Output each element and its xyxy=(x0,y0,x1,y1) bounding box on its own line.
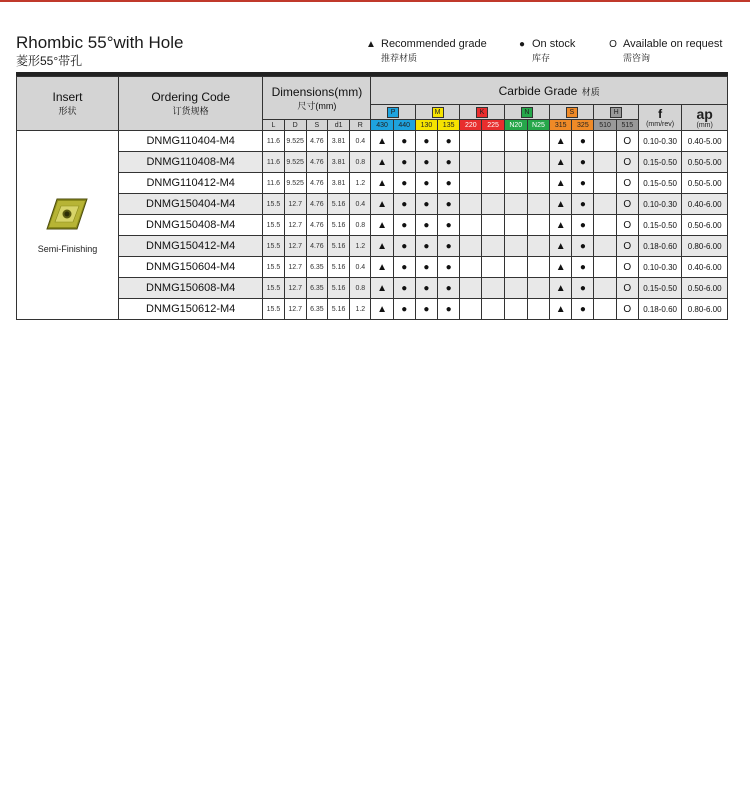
grade-col: 440 xyxy=(393,120,415,131)
dim-s: 6.35 xyxy=(306,257,327,278)
grade-mark-130: ● xyxy=(415,299,437,320)
legend-label: Available on request xyxy=(623,38,723,50)
dim-col-S: S xyxy=(306,120,327,131)
grade-mark-225 xyxy=(482,152,504,173)
grade-mark-510 xyxy=(594,131,616,152)
grade-mark-n25 xyxy=(527,299,549,320)
ordering-code: DNMG110412-M4 xyxy=(118,173,262,194)
grade-mark-n25 xyxy=(527,278,549,299)
grade-mark-440: ● xyxy=(393,173,415,194)
grade-mark-220 xyxy=(460,173,482,194)
ordering-code: DNMG150412-M4 xyxy=(118,236,262,257)
grade-mark-225 xyxy=(482,236,504,257)
grade-mark-430: ▲ xyxy=(371,299,393,320)
grade-mark-510 xyxy=(594,299,616,320)
grade-mark-130: ● xyxy=(415,131,437,152)
grade-col: N20 xyxy=(504,120,527,131)
grade-mark-430: ▲ xyxy=(371,173,393,194)
grade-mark-315: ▲ xyxy=(550,173,572,194)
grade-mark-430: ▲ xyxy=(371,236,393,257)
grade-mark-515: O xyxy=(616,194,638,215)
grade-group-H: H xyxy=(594,105,638,120)
grade-mark-130: ● xyxy=(415,236,437,257)
dim-l: 15.5 xyxy=(263,194,284,215)
grade-mark-510 xyxy=(594,278,616,299)
dim-r: 1.2 xyxy=(350,173,371,194)
grade-mark-n25 xyxy=(527,215,549,236)
top-accent-line xyxy=(0,0,750,2)
dim-d1: 5.16 xyxy=(327,236,349,257)
depth-value: 0.50-6.00 xyxy=(682,278,728,299)
grade-col: 220 xyxy=(460,120,482,131)
dim-s: 4.76 xyxy=(306,131,327,152)
grade-mark-225 xyxy=(482,173,504,194)
feed-value: 0.15-0.50 xyxy=(638,173,681,194)
legend-label-zh: 推荐材质 xyxy=(381,53,418,63)
dim-l: 15.5 xyxy=(263,257,284,278)
dim-col-R: R xyxy=(350,120,371,131)
grade-mark-225 xyxy=(482,215,504,236)
grade-mark-430: ▲ xyxy=(371,194,393,215)
dim-r: 1.2 xyxy=(350,236,371,257)
grade-mark-515: O xyxy=(616,173,638,194)
feed-value: 0.10-0.30 xyxy=(638,257,681,278)
grade-mark-130: ● xyxy=(415,152,437,173)
spec-table xyxy=(16,76,728,320)
grade-mark-130: ● xyxy=(415,173,437,194)
grade-mark-515: O xyxy=(616,215,638,236)
grade-col: 130 xyxy=(415,120,437,131)
grade-mark-130: ● xyxy=(415,194,437,215)
feed-value: 0.15-0.50 xyxy=(638,215,681,236)
dim-d: 12.7 xyxy=(284,194,306,215)
grade-mark-510 xyxy=(594,173,616,194)
dim-s: 6.35 xyxy=(306,299,327,320)
dim-d: 12.7 xyxy=(284,278,306,299)
grade-mark-515: O xyxy=(616,236,638,257)
grade-mark-315: ▲ xyxy=(550,278,572,299)
grade-mark-440: ● xyxy=(393,152,415,173)
dim-col-D: D xyxy=(284,120,306,131)
feed-header: f (mm/rev) xyxy=(638,105,681,131)
ordering-code: DNMG150608-M4 xyxy=(118,278,262,299)
grade-mark-225 xyxy=(482,257,504,278)
grade-mark-n20 xyxy=(504,236,527,257)
grade-mark-440: ● xyxy=(393,215,415,236)
dim-d1: 5.16 xyxy=(327,299,349,320)
dim-l: 15.5 xyxy=(263,299,284,320)
dim-d: 9.525 xyxy=(284,152,306,173)
dim-d: 12.7 xyxy=(284,299,306,320)
ordering-code: DNMG150612-M4 xyxy=(118,299,262,320)
grade-mark-430: ▲ xyxy=(371,257,393,278)
grade-mark-510 xyxy=(594,236,616,257)
dim-r: 0.4 xyxy=(350,131,371,152)
insert-header: Insert 形状 xyxy=(17,77,119,131)
grade-col: 315 xyxy=(550,120,572,131)
grade-mark-n25 xyxy=(527,236,549,257)
feed-value: 0.10-0.30 xyxy=(638,194,681,215)
ordering-code: DNMG150408-M4 xyxy=(118,215,262,236)
legend-label: Recommended grade xyxy=(381,38,487,50)
depth-value: 0.50-5.00 xyxy=(682,152,728,173)
grade-col: 135 xyxy=(438,120,460,131)
ordering-code: DNMG110408-M4 xyxy=(118,152,262,173)
table-row xyxy=(17,215,728,236)
grade-mark-325: ● xyxy=(572,236,594,257)
dim-r: 0.4 xyxy=(350,257,371,278)
dim-l: 15.5 xyxy=(263,278,284,299)
grade-mark-n20 xyxy=(504,299,527,320)
dim-s: 4.76 xyxy=(306,236,327,257)
table-row xyxy=(17,173,728,194)
grade-mark-n20 xyxy=(504,278,527,299)
dim-r: 0.8 xyxy=(350,215,371,236)
depth-value: 0.40-6.00 xyxy=(682,257,728,278)
grade-mark-325: ● xyxy=(572,131,594,152)
grade-mark-n25 xyxy=(527,131,549,152)
open-circle-icon: O xyxy=(609,39,617,50)
dim-r: 0.8 xyxy=(350,278,371,299)
dim-s: 4.76 xyxy=(306,173,327,194)
dim-d1: 5.16 xyxy=(327,215,349,236)
grade-mark-135: ● xyxy=(438,299,460,320)
grade-mark-510 xyxy=(594,194,616,215)
table-row xyxy=(17,257,728,278)
grade-mark-225 xyxy=(482,299,504,320)
grade-mark-220 xyxy=(460,152,482,173)
grade-mark-135: ● xyxy=(438,278,460,299)
grade-mark-n25 xyxy=(527,152,549,173)
grade-mark-440: ● xyxy=(393,278,415,299)
dim-r: 1.2 xyxy=(350,299,371,320)
grade-mark-315: ▲ xyxy=(550,152,572,173)
dim-r: 0.8 xyxy=(350,152,371,173)
grade-mark-130: ● xyxy=(415,215,437,236)
ordering-code: DNMG150604-M4 xyxy=(118,257,262,278)
dim-d1: 3.81 xyxy=(327,173,349,194)
grade-mark-n20 xyxy=(504,173,527,194)
grade-mark-225 xyxy=(482,278,504,299)
dim-l: 15.5 xyxy=(263,236,284,257)
dim-d1: 5.16 xyxy=(327,194,349,215)
carbide-grade-header: Carbide Grade 材质 xyxy=(371,77,728,105)
grade-mark-430: ▲ xyxy=(371,152,393,173)
grade-mark-130: ● xyxy=(415,278,437,299)
depth-value: 0.80-6.00 xyxy=(682,236,728,257)
grade-mark-n25 xyxy=(527,194,549,215)
dim-s: 6.35 xyxy=(306,278,327,299)
grade-mark-220 xyxy=(460,257,482,278)
grade-mark-430: ▲ xyxy=(371,278,393,299)
dim-l: 15.5 xyxy=(263,215,284,236)
grade-group-K: K xyxy=(460,105,504,120)
dim-d: 12.7 xyxy=(284,236,306,257)
dim-r: 0.4 xyxy=(350,194,371,215)
feed-value: 0.15-0.50 xyxy=(638,278,681,299)
depth-value: 0.50-6.00 xyxy=(682,215,728,236)
dim-l: 11.6 xyxy=(263,173,284,194)
grade-mark-510 xyxy=(594,215,616,236)
grade-mark-325: ● xyxy=(572,299,594,320)
triangle-icon: ▲ xyxy=(366,39,376,50)
dim-col-L: L xyxy=(263,120,284,131)
grade-mark-n20 xyxy=(504,215,527,236)
legend-recommended xyxy=(365,38,487,64)
grade-col: 510 xyxy=(594,120,616,131)
dim-col-d1: d1 xyxy=(327,120,349,131)
grade-mark-n20 xyxy=(504,194,527,215)
dim-d1: 5.16 xyxy=(327,257,349,278)
grade-mark-325: ● xyxy=(572,257,594,278)
grade-group-S: S xyxy=(550,105,594,120)
grade-mark-220 xyxy=(460,194,482,215)
ordering-code-header: Ordering Code 订货规格 xyxy=(118,77,262,131)
table-row xyxy=(17,131,728,152)
grade-mark-135: ● xyxy=(438,236,460,257)
grade-mark-225 xyxy=(482,194,504,215)
page-title: Rhombic 55°with Hole xyxy=(16,33,184,52)
grade-mark-325: ● xyxy=(572,194,594,215)
grade-mark-n20 xyxy=(504,152,527,173)
grade-mark-130: ● xyxy=(415,257,437,278)
depth-value: 0.50-5.00 xyxy=(682,173,728,194)
insert-caption: Semi-Finishing xyxy=(37,243,98,254)
grade-mark-440: ● xyxy=(393,131,415,152)
table-row xyxy=(17,152,728,173)
depth-header: ap (mm) xyxy=(682,105,728,131)
rhombic-insert-icon xyxy=(45,197,89,231)
legend-on-request xyxy=(607,38,722,64)
depth-value: 0.40-6.00 xyxy=(682,194,728,215)
grade-mark-220 xyxy=(460,131,482,152)
dimensions-header: Dimensions(mm) 尺寸(mm) xyxy=(263,77,371,120)
dim-s: 4.76 xyxy=(306,152,327,173)
grade-mark-430: ▲ xyxy=(371,131,393,152)
grade-mark-135: ● xyxy=(438,131,460,152)
grade-mark-135: ● xyxy=(438,194,460,215)
dim-d: 9.525 xyxy=(284,131,306,152)
grade-mark-225 xyxy=(482,131,504,152)
grade-mark-315: ▲ xyxy=(550,131,572,152)
grade-group-M: M xyxy=(415,105,459,120)
grade-mark-220 xyxy=(460,299,482,320)
legend-label-zh: 需咨询 xyxy=(623,53,651,63)
grade-mark-315: ▲ xyxy=(550,194,572,215)
feed-value: 0.18-0.60 xyxy=(638,236,681,257)
grade-mark-220 xyxy=(460,278,482,299)
dim-s: 4.76 xyxy=(306,194,327,215)
grade-mark-515: O xyxy=(616,299,638,320)
grade-mark-315: ▲ xyxy=(550,215,572,236)
dim-l: 11.6 xyxy=(263,131,284,152)
grade-mark-325: ● xyxy=(572,278,594,299)
grade-group-N: N xyxy=(504,105,549,120)
grade-mark-135: ● xyxy=(438,173,460,194)
depth-value: 0.80-6.00 xyxy=(682,299,728,320)
grade-mark-135: ● xyxy=(438,257,460,278)
insert-image-cell xyxy=(17,131,119,320)
grade-mark-440: ● xyxy=(393,194,415,215)
grade-group-P: P xyxy=(371,105,415,120)
grade-col: 225 xyxy=(482,120,504,131)
grade-mark-135: ● xyxy=(438,215,460,236)
dim-d1: 5.16 xyxy=(327,278,349,299)
grade-col: 325 xyxy=(572,120,594,131)
table-row xyxy=(17,299,728,320)
grade-mark-440: ● xyxy=(393,257,415,278)
grade-mark-n25 xyxy=(527,173,549,194)
grade-mark-325: ● xyxy=(572,215,594,236)
table-row xyxy=(17,236,728,257)
grade-mark-325: ● xyxy=(572,173,594,194)
grade-col: 430 xyxy=(371,120,393,131)
ordering-code: DNMG110404-M4 xyxy=(118,131,262,152)
grade-mark-510 xyxy=(594,257,616,278)
grade-mark-440: ● xyxy=(393,299,415,320)
grade-mark-515: O xyxy=(616,152,638,173)
grade-mark-315: ▲ xyxy=(550,299,572,320)
grade-mark-220 xyxy=(460,236,482,257)
feed-value: 0.10-0.30 xyxy=(638,131,681,152)
legend-label: On stock xyxy=(532,38,576,50)
grade-mark-515: O xyxy=(616,257,638,278)
legend-label-zh: 库存 xyxy=(532,53,551,63)
grade-mark-n20 xyxy=(504,131,527,152)
grade-mark-n25 xyxy=(527,257,549,278)
page-subtitle: 菱形55°带孔 xyxy=(16,54,83,68)
grade-mark-430: ▲ xyxy=(371,215,393,236)
dim-d: 12.7 xyxy=(284,215,306,236)
legend-on-stock xyxy=(516,38,575,64)
feed-value: 0.18-0.60 xyxy=(638,299,681,320)
grade-col: N25 xyxy=(527,120,549,131)
feed-value: 0.15-0.50 xyxy=(638,152,681,173)
dim-d1: 3.81 xyxy=(327,152,349,173)
grade-mark-510 xyxy=(594,152,616,173)
grade-mark-220 xyxy=(460,215,482,236)
ordering-code: DNMG150404-M4 xyxy=(118,194,262,215)
grade-mark-315: ▲ xyxy=(550,257,572,278)
dim-d: 12.7 xyxy=(284,257,306,278)
grade-mark-135: ● xyxy=(438,152,460,173)
grade-mark-315: ▲ xyxy=(550,236,572,257)
dim-d: 9.525 xyxy=(284,173,306,194)
dim-s: 4.76 xyxy=(306,215,327,236)
dim-l: 11.6 xyxy=(263,152,284,173)
dim-d1: 3.81 xyxy=(327,131,349,152)
grade-col: 515 xyxy=(616,120,638,131)
grade-mark-515: O xyxy=(616,131,638,152)
grade-mark-515: O xyxy=(616,278,638,299)
table-row xyxy=(17,278,728,299)
grade-mark-n20 xyxy=(504,257,527,278)
filled-circle-icon: ● xyxy=(518,39,526,50)
grade-mark-440: ● xyxy=(393,236,415,257)
depth-value: 0.40-5.00 xyxy=(682,131,728,152)
grade-mark-325: ● xyxy=(572,152,594,173)
table-row xyxy=(17,194,728,215)
